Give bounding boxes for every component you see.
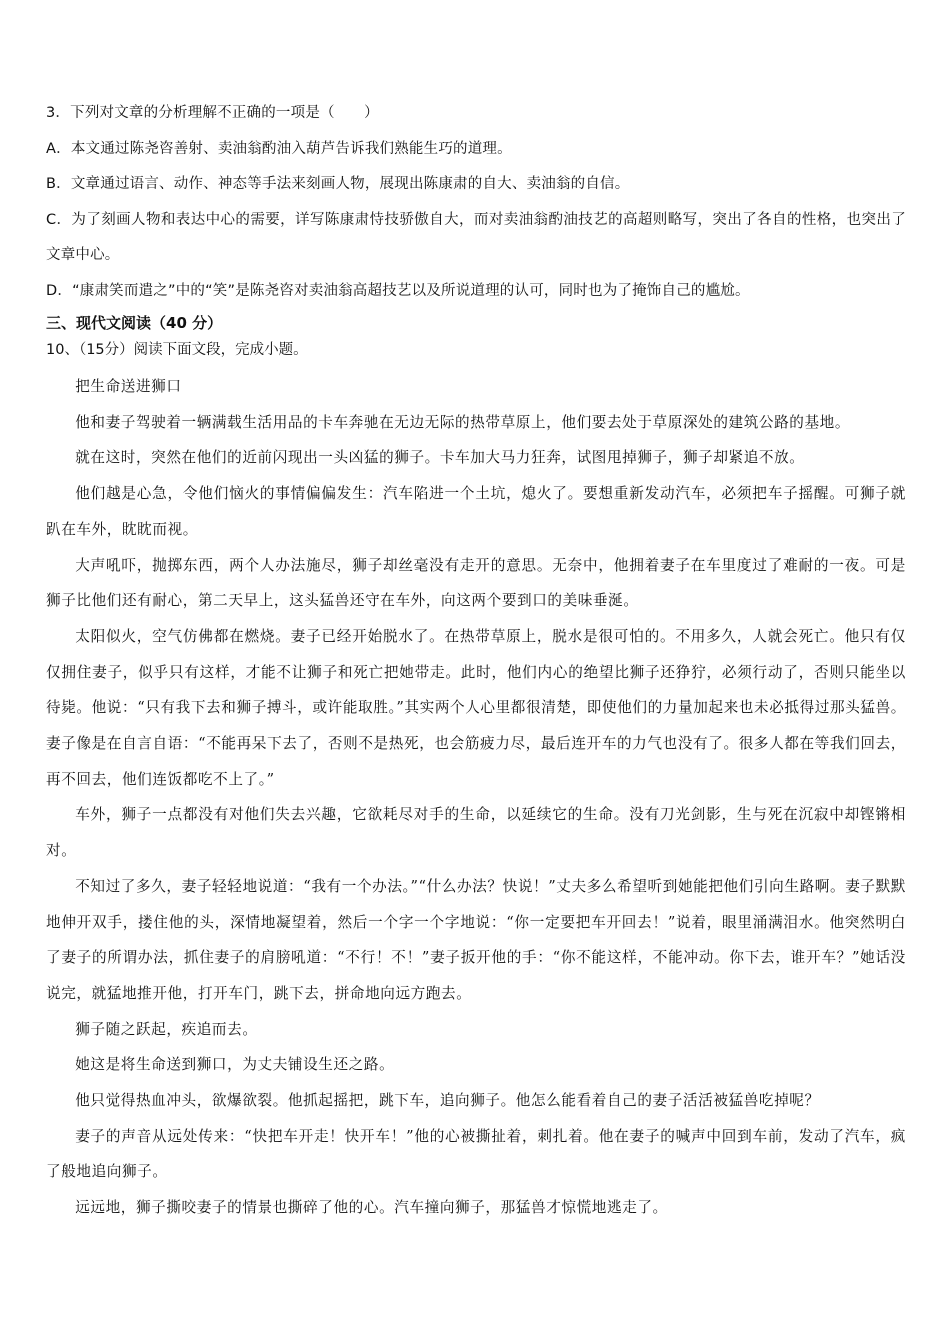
- option-c: C．为了刻画人物和表达中心的需要，详写陈康肃恃技骄傲自大，而对卖油翁酌油技艺的高超则略写，突出了各自的性格，也突出了文章中心。: [46, 211, 906, 263]
- passage-paragraph: 车外，狮子一点都没有对他们失去兴趣，它欲耗尽对手的生命，以延续它的生命。没有刀光剑影，生与死在沉寂中却铿锵相对。: [46, 806, 906, 860]
- passage-paragraph: 就在这时，突然在他们的近前闪现出一头凶猛的狮子。卡车加大马力狂奔，试图甩掉狮子，狮子却紧追不放。: [75, 449, 805, 467]
- option-d: D．“康肃笑而遣之”中的“笑”是陈尧咨对卖油翁高超技艺以及所说道理的认可，同时也为了掩饰自己的尴尬。: [46, 282, 750, 299]
- passage-paragraph: 他和妻子驾驶着一辆满载生活用品的卡车奔驰在无边无际的热带草原上，他们要去处于草原深处的建筑公路的基地。: [75, 413, 851, 431]
- passage-paragraph: 大声吼吓，抛掷东西，两个人办法施尽，狮子却丝毫没有走开的意思。无奈中，他拥着妻子在车里度过了难耐的一夜。可是狮子比他们还有耐心，第二天早上，这头猛兽还守在车外，向这两个要到口的美味垂涎。: [46, 556, 906, 610]
- section-heading: 三、现代文阅读（40 分）: [46, 314, 223, 332]
- option-b: B．文章通过语言、动作、神态等手法来刻画人物，展现出陈康肃的自大、卖油翁的自信。: [46, 176, 630, 192]
- passage-paragraph: 他们越是心急，令他们恼火的事情偏偏发生：汽车陷进一个土坑，熄火了。要想重新发动汽车，必须把车子摇醒。可狮子就趴在车外，眈眈而视。: [46, 485, 906, 538]
- question-3-stem: 3．下列对文章的分析理解不正确的一项是（ ）: [46, 105, 379, 121]
- passage-paragraph: 太阳似火，空气仿佛都在燃烧。妻子已经开始脱水了。在热带草原上，脱水是很可怕的。不用多久，人就会死亡。他只有仅仅拥住妻子，似乎只有这样，才能不让狮子和死亡把她带走。此时，他们内心的绝望比狮子还狰狞，必须行动了，否则只能坐以待毙。他说：“只有我下去和狮子搏斗，或许能取胜。”其实两个人心里都很清楚，即使他们的力量加起来也未必抵得过那头猛兽。妻子像是在自言自语：“不能再呆下去了，否则不是热死，也会筋疲力尽，最后连开车的力气也没有了。很多人都在等我们回去，再不回去，他们连饭都吃不上了。”: [46, 627, 906, 788]
- passage-paragraph: 远远地，狮子撕咬妻子的情景也撕碎了他的心。汽车撞向狮子，那猛兽才惊慌地逃走了。: [75, 1199, 668, 1217]
- passage-paragraph: 他只觉得热血冲头，欲爆欲裂。他抓起摇把，跳下车，追向狮子。他怎么能看着自己的妻子活活被猛兽吃掉呢？: [75, 1092, 820, 1110]
- option-a: A．本文通过陈尧咨善射、卖油翁酌油入葫芦告诉我们熟能生巧的道理。: [46, 140, 512, 157]
- passage-paragraph: 她这是将生命送到狮口，为丈夫铺设生还之路。: [75, 1056, 395, 1074]
- question-10-prompt: 10、（15分）阅读下面文段，完成小题。: [46, 342, 308, 358]
- exam-page: [46, 96, 906, 1226]
- passage-paragraph: 狮子随之跃起，疾追而去。: [75, 1020, 258, 1038]
- passage-title: 把生命送进狮口: [75, 378, 182, 395]
- passage-paragraph: 不知过了多久，妻子轻轻地说道：“我有一个办法。”“什么办法？快说！”丈夫多么希望听到她能把他们引向生路啊。妻子默默地伸开双手，搂住他的头，深情地凝望着，然后一个字一个字地说：“你一定要把车开回去！”说着，眼里涌满泪水。他突然明白了妻子的所谓办法，抓住妻子的肩膀吼道：“不行！不！”妻子扳开他的手：“你不能这样，不能冲动。你下去，谁开车？”她话没说完，就猛地推开他，打开车门，跳下去，拼命地向远方跑去。: [46, 877, 906, 1002]
- passage-paragraph: 妻子的声音从远处传来：“快把车开走！快开车！”他的心被撕扯着，刺扎着。他在妻子的喊声中回到车前，发动了汽车，疯了般地追向狮子。: [46, 1127, 906, 1181]
